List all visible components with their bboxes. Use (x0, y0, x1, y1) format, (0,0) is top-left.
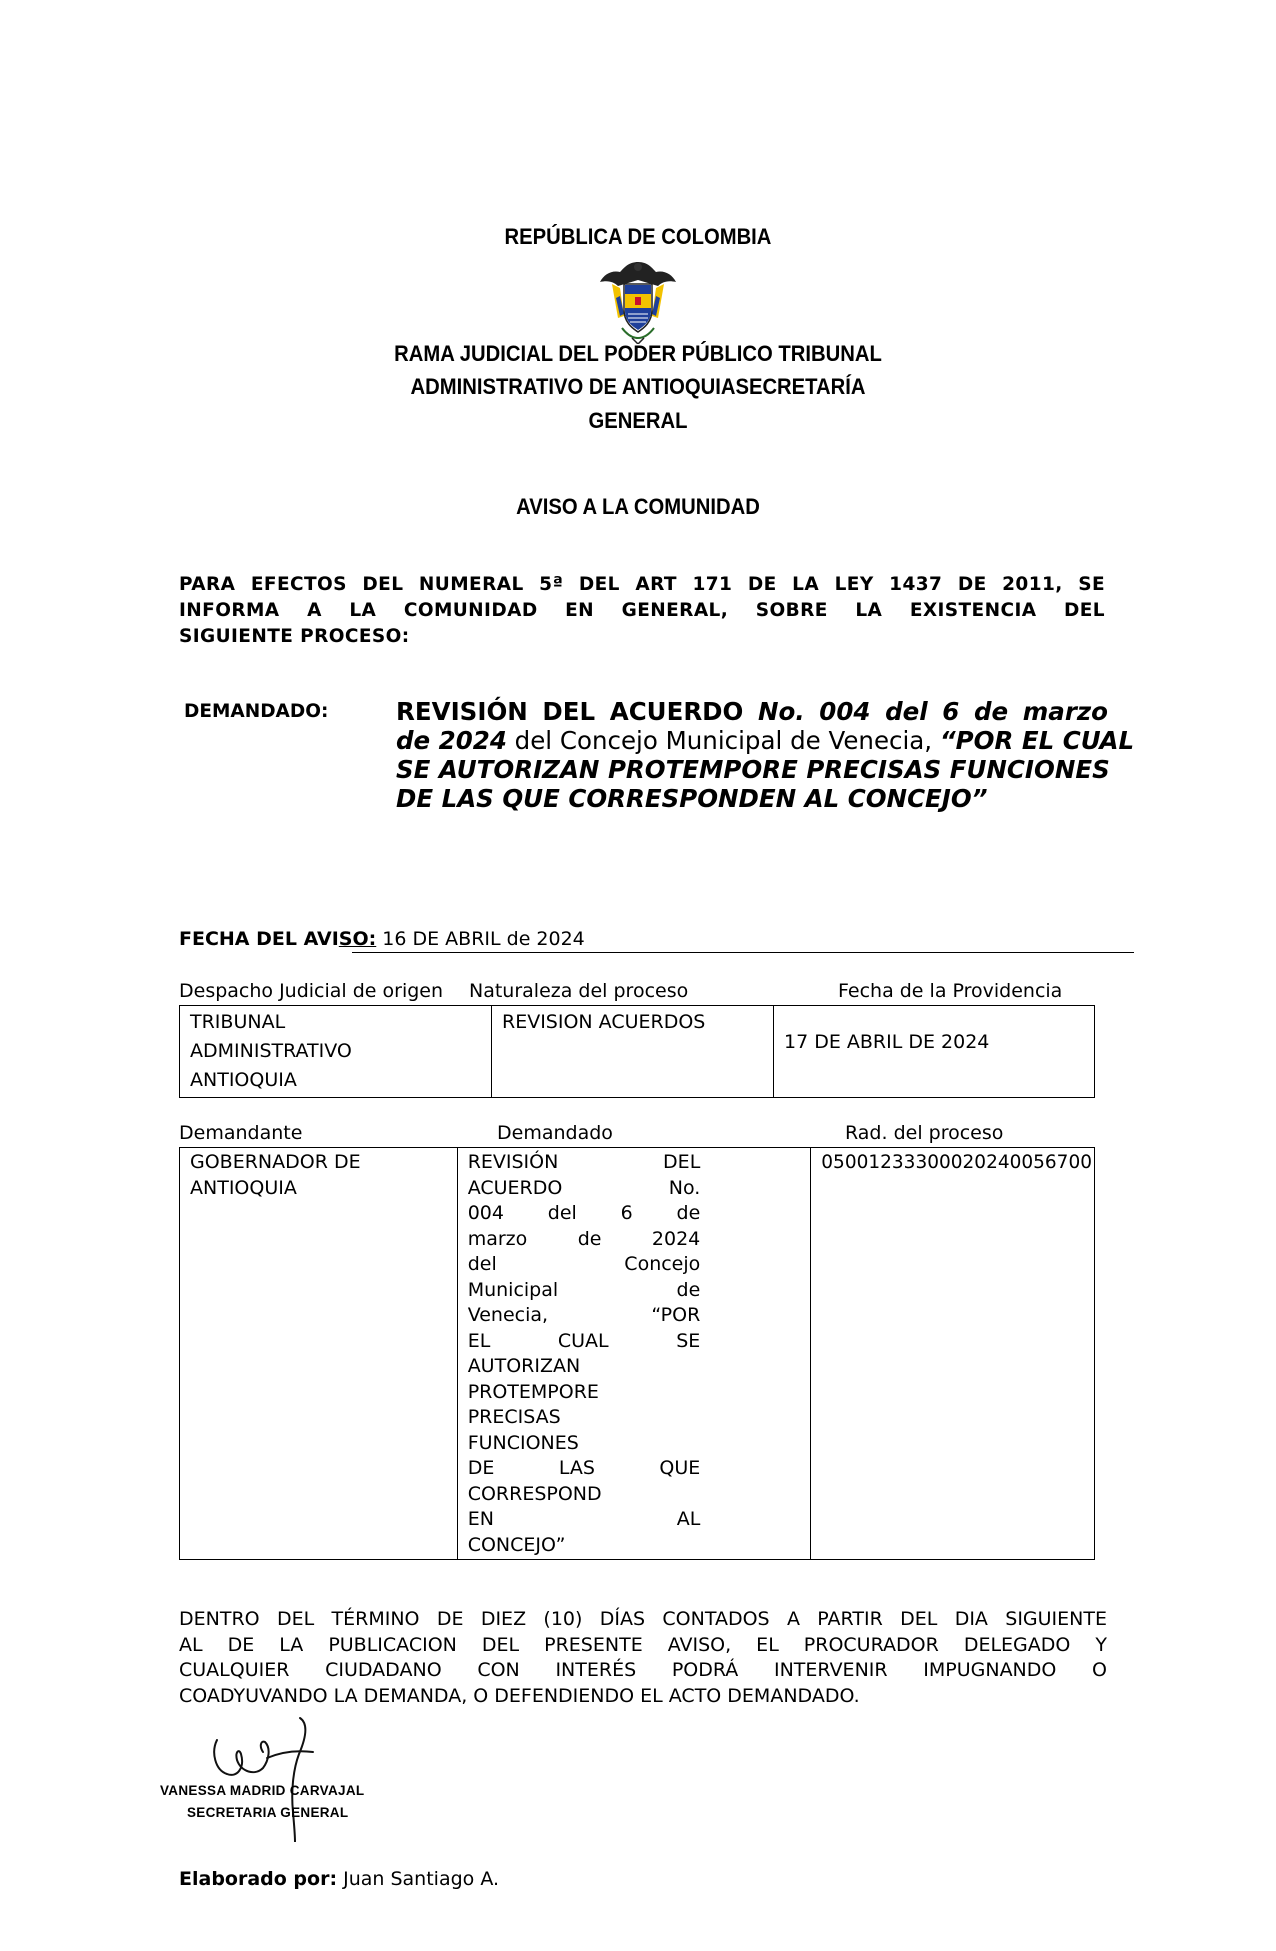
fecha-providencia-value: 17 DE ABRIL DE 2024 (784, 1031, 990, 1053)
elaborado-value: Juan Santiago A. (337, 1868, 500, 1890)
demandado-line: marzo de 2024 (467, 1227, 701, 1250)
coat-of-arms-icon (598, 258, 678, 344)
demandado-line: Venecia, “POR (467, 1304, 701, 1326)
demandante-cell (180, 1148, 458, 1560)
handwritten-signature-icon (205, 1712, 335, 1842)
closing-line: DENTRO DEL TÉRMINO DE DIEZ (10) DÍAS CONTADOS A PARTIR DEL DIA SIGUIENTE (179, 1608, 1107, 1630)
institution-heading-line-1: RAMA JUDICIAL DEL PODER PÚBLICO TRIBUNAL (394, 341, 882, 366)
demandado-year: de 2024 (396, 726, 507, 755)
fecha-aviso-label: FECHA DEL AVI (179, 928, 339, 950)
despacho-line: ADMINISTRATIVO (190, 1040, 352, 1062)
fecha-aviso (179, 928, 585, 950)
intro-line: INFORMA A LA COMUNIDAD EN GENERAL, SOBRE LA EXISTENCIA DEL (179, 600, 1105, 621)
despacho-line: TRIBUNAL (190, 1011, 286, 1033)
demandado-cell (457, 1148, 811, 1560)
fecha-providencia-cell (774, 1006, 1095, 1098)
demandante-line: GOBERNADOR DE (190, 1151, 361, 1173)
elaborado-por (179, 1868, 499, 1890)
demandante-line: ANTIOQUIA (190, 1176, 297, 1199)
despacho-cell (180, 1006, 492, 1098)
demandado-line: PRECISAS (467, 1406, 561, 1428)
country-heading: REPÚBLICA DE COLOMBIA (504, 224, 772, 249)
demandado-quote-line: SE AUTORIZAN PROTEMPORE PRECISAS FUNCIONES (396, 755, 1110, 784)
closing-paragraph (179, 1607, 1107, 1709)
signer-role: SECRETARIA GENERAL (187, 1805, 349, 1820)
fecha-aviso-underline (352, 952, 1134, 953)
demandado-line (396, 697, 1108, 726)
demandado-line: ACUERDO No. (467, 1176, 701, 1199)
fecha-aviso-label-tail: SO: (338, 928, 377, 950)
demandado-bold-start: REVISIÓN DEL ACUERDO (396, 697, 758, 726)
demandado-line: FUNCIONES (467, 1431, 579, 1454)
institution-heading-line-3: GENERAL (588, 408, 688, 433)
demandado-quote-line: DE LAS QUE CORRESPONDEN AL CONCEJO” (396, 784, 988, 813)
radicado-value: 05001233300020240056700 (821, 1152, 1092, 1173)
label-demandado: Demandado (497, 1122, 613, 1144)
naturaleza-value: REVISION ACUERDOS (502, 1011, 706, 1033)
intro-line: PARA EFECTOS DEL NUMERAL 5ª DEL ART 171 DE LA LEY 1437 DE 2011, SE (179, 574, 1105, 595)
table-row (180, 1148, 1095, 1560)
process-parties-table (179, 1147, 1095, 1560)
demandado-line (396, 784, 1108, 813)
demandado-description (396, 697, 1135, 813)
demandado-line: EL CUAL SE (467, 1329, 701, 1352)
naturaleza-cell (492, 1006, 774, 1098)
demandado-line: EN AL (467, 1508, 701, 1530)
demandado-acuerdo-number: No. 004 del 6 de marzo (758, 697, 1108, 726)
fecha-aviso-value: 16 DE ABRIL de 2024 (376, 928, 585, 950)
label-naturaleza: Naturaleza del proceso (469, 980, 689, 1002)
demandado-line: AUTORIZAN (467, 1355, 581, 1377)
notice-title: AVISO A LA COMUNIDAD (516, 494, 760, 519)
institution-heading-line-2: ADMINISTRATIVO DE ANTIOQUIASECRETARÍA (410, 374, 866, 399)
intro-paragraph (179, 572, 1105, 650)
label-despacho: Despacho Judicial de origen (179, 980, 444, 1002)
despacho-line: ANTIOQUIA (190, 1069, 297, 1091)
demandado-line: REVISIÓN DEL (467, 1151, 701, 1173)
demandado-line: Municipal de (467, 1278, 701, 1301)
closing-line: COADYUVANDO LA DEMANDA, O DEFENDIENDO EL ACTO DEMANDADO. (179, 1684, 860, 1707)
demandado-line: CONCEJO” (467, 1533, 566, 1556)
demandado-line: DE LAS QUE (467, 1457, 701, 1479)
demandado-line: 004 del 6 de (467, 1202, 701, 1224)
intro-line: SIGUIENTE PROCESO: (179, 626, 410, 647)
demandado-label: DEMANDADO: (184, 701, 329, 722)
demandado-line: CORRESPOND (467, 1482, 602, 1505)
demandado-quote-start: “POR EL CUAL (939, 726, 1135, 755)
demandado-line: del Concejo (467, 1253, 701, 1275)
demandado-line (396, 755, 1108, 784)
label-fecha-providencia: Fecha de la Providencia (838, 980, 1063, 1002)
demandado-normal-text: del Concejo Municipal de Venecia, (506, 726, 940, 755)
table-row (180, 1006, 1095, 1098)
closing-line: CUALQUIER CIUDADANO CON INTERÉS PODRÁ INTERVENIR IMPUGNANDO O (179, 1659, 1107, 1681)
elaborado-label: Elaborado por: (179, 1868, 338, 1890)
demandado-line: PROTEMPORE (467, 1380, 599, 1403)
label-radicado: Rad. del proceso (845, 1122, 1004, 1144)
label-demandante: Demandante (179, 1122, 303, 1144)
radicado-cell (811, 1148, 1095, 1560)
demandado-line (396, 726, 1135, 755)
closing-line: AL DE LA PUBLICACION DEL PRESENTE AVISO, EL PROCURADOR DELEGADO Y (179, 1633, 1107, 1656)
signer-name: VANESSA MADRID CARVAJAL (160, 1783, 365, 1798)
process-origin-table (179, 1005, 1095, 1098)
